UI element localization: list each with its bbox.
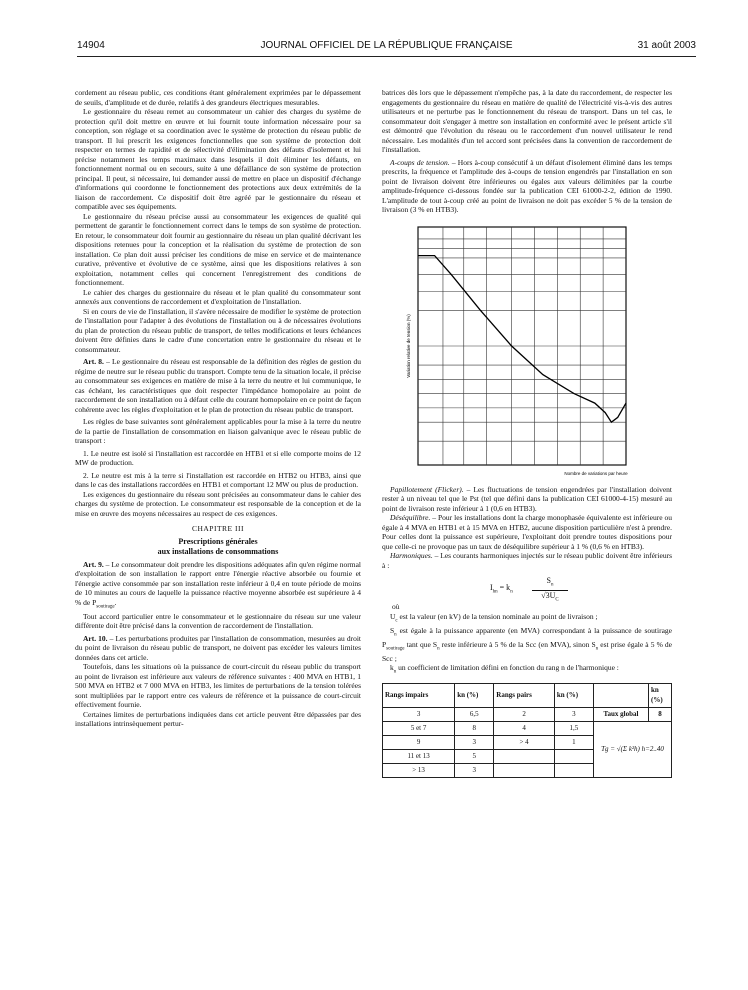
- tg-formula: Tg = √(Σ k²h) h=2..40: [594, 722, 672, 778]
- article-text: – Le consommateur doit prendre les dispositions adéquates afin qu'en régime normal d'exploitation de son installation le rapport entre l'énergie réactive absorbée ou fournie et l'énergie active consommée par son installation reste inférieur à 0,4 en toute période de moins de 10 minutes au cours de laquelle la puissance réactive moyenne absorbée est supérieure à 4 % de P: [75, 559, 361, 607]
- table-header: kn (%): [554, 684, 593, 708]
- table-header-blank: [594, 684, 649, 708]
- uc-definition: [382, 612, 672, 626]
- table-cell: 9: [383, 736, 455, 750]
- paragraph: Certaines limites de perturbations indiquées dans cet article peuvent être dépassées par des installations intrinsèquement pertur-: [75, 709, 361, 728]
- sym: k: [390, 663, 394, 672]
- sym: U: [390, 611, 396, 621]
- sym-sub: c: [395, 618, 398, 623]
- paragraph: Le gestionnaire du réseau remet au consommateur un cahier des charges du système de protection qu'il doit mettre en œuvre et lui fournit toute information nécessaire pour sa conception, son réglage et sa coordination avec le système de protection du réseau public de transport. Il lui prescrit les exigences fonctionnelles que son système de protection doit respecter en termes de rapidité et de sélectivité d'élimination des défauts d'isolement et lui précise notamment les temps maximaux dans lesquels il doit éliminer les défauts, en fonctionnement normal ou en secours, suite à une défaillance de son système de protection principal. Il peut, si nécessaire, lui demander aussi de mettre en place un dispositif d'échange d'informations qui coordonne le fonctionnement des protections aux deux extrémités de la liaison de raccordement. Ce dispositif doit être agréé par le gestionnaire du réseau et compatible avec ses équipements.: [75, 107, 361, 211]
- voltage-flicker-chart: [404, 221, 632, 481]
- chapter-title: [75, 537, 361, 557]
- acoups-paragraph: [382, 158, 672, 215]
- def-text: un coefficient de limitation défini en fonction du rang n de l'harmonique :: [396, 663, 619, 672]
- formula-eq: = k: [497, 583, 511, 592]
- section-label: A-coups de tension.: [390, 157, 450, 167]
- paragraph: Si en cours de vie de l'installation, il s'avère nécessaire de modifier le système de protection de l'installation pour l'adapter à des évolutions de l'installation ou à de nécessaires évolutions du plan de protection du réseau public de transport, de telles modifications et leurs échéances doivent être définies dans le cadre d'une concertation entre le gestionnaire du réseau et le consommateur.: [75, 306, 361, 354]
- num-sub: n: [550, 582, 554, 588]
- paragraph: Le cahier des charges du gestionnaire du réseau et le plan qualité du consommateur sont annexés aux conventions de raccordement et d'exploitation de l'installation.: [75, 287, 361, 306]
- table-cell: 8: [455, 722, 494, 736]
- x-axis-label: Nombre de variations par heure: [564, 470, 628, 476]
- paragraph: batrices dès lors que le dépassement n'empêche pas, à la date du raccordement, de respecter les engagements du gestionnaire du réseau en matière de qualité de l'électricité vis-à-vis des autres utilisateurs et ne perturbe pas le fonctionnement du réseau de transport. Dans un tel cas, le consommateur doit s'engager à mettre son installation en conformité avec le présent article s'il est démontré que l'évolution du réseau ou le raccordement d'un nouvel utilisateur le rend nécessaire. Les modalités d'un tel accord sont précisées dans la convention de raccordement de l'installation.: [382, 88, 672, 154]
- num: S: [546, 576, 551, 585]
- table-cell: 5: [455, 750, 494, 764]
- table-cell: [554, 764, 593, 778]
- table-cell: [494, 764, 555, 778]
- sym-sub: n: [393, 669, 397, 675]
- taux-global-label: Taux global: [594, 708, 649, 722]
- section-label: Harmoniques.: [390, 551, 433, 560]
- journal-title: JOURNAL OFFICIEL DE LA RÉPUBLIQUE FRANÇAISE: [260, 40, 513, 51]
- formula-i: I: [490, 583, 493, 592]
- deseq-paragraph: [382, 513, 672, 551]
- header-rule: [77, 56, 696, 57]
- chapter-heading: CHAPITRE III: [191, 524, 245, 533]
- chapter-title-line: Prescriptions générales: [178, 536, 258, 546]
- sym: S: [390, 625, 395, 635]
- article-9: [75, 560, 361, 612]
- def-text: est prise égale à 5 % de Scc ;: [382, 639, 673, 663]
- table-cell: 3: [455, 736, 494, 750]
- y-axis-label: Variation relative de tension (%): [406, 313, 411, 378]
- def-text: est la valeur (en kV) de la tension nominale au point de livraison ;: [397, 611, 598, 621]
- table-cell: 11 et 13: [383, 750, 455, 764]
- harmonic-formula: [382, 576, 672, 603]
- section-text: – Les fluctuations de tension engendrées par l'installation doivent rester à un niveau tel que le Pst (tel que défini dans la publication CEI 61000-4-15) mesuré au point de livraison reste inférieur à 1 (0,6 en HTB3).: [382, 484, 672, 513]
- issue-date: 31 août 2003: [637, 40, 696, 51]
- table-cell: 6,5: [455, 708, 494, 722]
- formula-sub: hn: [492, 589, 498, 595]
- den: √3U: [541, 591, 556, 601]
- sym-sub: n: [437, 646, 440, 651]
- chapter-title-line: aux installations de consommations: [157, 546, 279, 556]
- table-cell: 4: [494, 722, 555, 736]
- s-definition: [382, 626, 672, 664]
- section-text: – Pour les installations dont la charge monophasée équivalente est inférieure ou égale à 4 MVA en HTB1 et à 15 MVA en HTB2, aucune disposition particulière n'est à prendre. Pour celles dont la puissance est supérieure, l'exploitant doit prendre toutes dispositions pour que celle-ci ne provoque pas un taux de déséquilibre supérieur à 1 % (0,6 % en HTB3).: [382, 513, 672, 551]
- flicker-paragraph: [382, 485, 672, 514]
- table-cell: 5 et 7: [383, 722, 455, 736]
- formula-denominator: [532, 591, 568, 605]
- sym-sub: n: [595, 646, 599, 651]
- table-cell: [554, 750, 593, 764]
- table-cell: [494, 750, 555, 764]
- article-text: – Les perturbations produites par l'installation de consommation, mesurées au droit du point de livraison du réseau public de transport, ne doivent pas excéder les valeurs limites données dans cet article.: [75, 633, 361, 662]
- article-text: – Le gestionnaire du réseau est responsable de la définition des règles de gestion du régime de neutre sur le réseau public du transport. Compte tenu de la situation locale, il précise au consommateur ses exigences en matière de mise à la terre du neutre et lui communique, le cas échéant, les caractéristiques que doit respecter l'impédance homopolaire au point de raccordement de son installation ou à défaut celle du courant homopolaire en ce point de façon cohérente avec les règles d'exploitation et le plan de protection du réseau public de transport.: [75, 357, 361, 414]
- formula-lhs: [490, 583, 513, 597]
- taux-global-value: 8: [649, 708, 672, 722]
- article-8: [75, 357, 361, 414]
- sym-sub: n: [394, 632, 397, 637]
- page-header: [77, 40, 696, 54]
- table-header-row: [383, 684, 672, 708]
- section-text: – Hors à-coup consécutif à un défaut d'isolement éliminé dans les temps prescrits, la fréquence et l'amplitude des à-coups de tension engendrés par l'installation en son point de livraison doivent être inférieures ou égales aux valeurs délimitées par la courbe amplitude-fréquence ci-dessous fondée sur la publication CEI 61000-2-2, édition de 1990. L'amplitude de tout à-coup créé au point de livraison ne doit pas excéder 5 % de la tension de livraison (3 % en HTB3).: [382, 157, 672, 214]
- formula-sub: n: [510, 589, 513, 595]
- table-cell: > 13: [383, 764, 455, 778]
- section-text: – Les courants harmoniques injectés sur le réseau public doivent être inférieurs à :: [382, 551, 672, 570]
- paragraph: Les exigences du gestionnaire du réseau sont précisées au consommateur dans le cahier des charges du système de protection. Le consommateur est responsable de la conception et de la mise en œuvre des moyens nécessaires au respect de ces exigences.: [75, 489, 361, 518]
- paragraph: Le gestionnaire du réseau précise aussi au consommateur les exigences de qualité qui permettent de garantir le fonctionnement correct dans le temps de son système de protection. En retour, le consommateur doit fournir au gestionnaire du réseau un plan qualité décrivant les dispositions retenues pour la conception et la réalisation du système de protection de son installation. Ce plan doit aussi préciser les conditions de mise en service et de maintenance curative, préventive et évolutive de ce système, ainsi que les dispositions relatives à son exploitation, notamment celles qui concernent l'enregistrement des conditions de fonctionnement.: [75, 211, 361, 287]
- k-definition: [382, 663, 672, 677]
- table-cell: 3: [455, 764, 494, 778]
- left-column: [75, 88, 361, 729]
- section-label: Déséquilibre.: [390, 513, 431, 522]
- harmonics-table: [382, 683, 672, 778]
- formula-numerator: [532, 576, 568, 591]
- table-row: [383, 722, 672, 736]
- paragraph: Tout accord particulier entre le consommateur et le gestionnaire du réseau sur une valeur différente doit être précisé dans la convention de raccordement de l'installation.: [75, 611, 361, 630]
- punct: .: [114, 597, 117, 607]
- section-label: Papillotement (Flicker).: [390, 484, 464, 494]
- table-cell: 3: [383, 708, 455, 722]
- subscript: soutirage: [96, 604, 115, 609]
- article-label: Art. 9.: [83, 559, 104, 569]
- formula-fraction: [532, 576, 568, 605]
- table-cell: 2: [494, 708, 555, 722]
- def-text: tant que S: [404, 639, 438, 649]
- table-header: kn (%): [649, 684, 672, 708]
- paragraph: Toutefois, dans les situations où la puissance de court-circuit du réseau public du transport au point de livraison est inférieure aux valeurs de référence suivantes : 400 MVA en HTB1, 1 500 MVA en HTB2 et 7 000 MVA en HTB3, les limites de perturbations de la tension tolérées sont multipliées par le rapport entre ces valeurs de référence et la puissance de court-circuit effectivement fournie.: [75, 662, 361, 709]
- den-sub: C: [555, 597, 559, 603]
- paragraph: cordement au réseau public, ces conditions étant généralement exprimées par le dépassement de seuils, d'amplitude et de durée, relatifs à des grandeurs électriques mesurables.: [75, 88, 361, 107]
- harm-paragraph: [382, 551, 672, 570]
- paragraph: où: [392, 602, 400, 611]
- paragraph: 1. Le neutre est isolé si l'installation est raccordée en HTB1 et si elle comporte moins de 12 MW de production.: [75, 448, 361, 467]
- table-row: [383, 708, 672, 722]
- table-cell: 1: [554, 736, 593, 750]
- page-number: 14904: [77, 40, 105, 51]
- paragraph: 2. Le neutre est mis à la terre si l'installation est raccordée en HTB2 ou HTB3, ainsi que dans le cas des installations raccordées en HTB1 et comportant 12 MW ou plus de production.: [75, 470, 361, 489]
- article-label: Art. 8.: [83, 357, 104, 366]
- chart-svg: [404, 221, 632, 481]
- table-header: Rangs impairs: [383, 684, 455, 708]
- def-text: est égale à la puissance apparente (en MVA) correspondant à la puissance de soutirage P: [382, 625, 672, 649]
- limit-curve: [418, 255, 626, 422]
- right-column: [382, 88, 672, 778]
- table-cell: 3: [554, 708, 593, 722]
- article-label: Art. 10.: [83, 633, 108, 643]
- paragraph: Les règles de base suivantes sont généralement applicables pour la mise à la terre du neutre de la partie de l'installation de consommation en liaison galvanique avec le réseau public de transport :: [75, 417, 361, 445]
- sym-sub: soutirage: [386, 646, 405, 651]
- article-10: [75, 634, 361, 663]
- table-header: kn (%): [455, 684, 494, 708]
- table-cell: > 4: [494, 736, 555, 750]
- table-cell: 1,5: [554, 722, 593, 736]
- table-header: Rangs pairs: [494, 684, 555, 708]
- def-text: reste inférieure à 5 % de la Scc (en MVA), sinon S: [439, 639, 596, 649]
